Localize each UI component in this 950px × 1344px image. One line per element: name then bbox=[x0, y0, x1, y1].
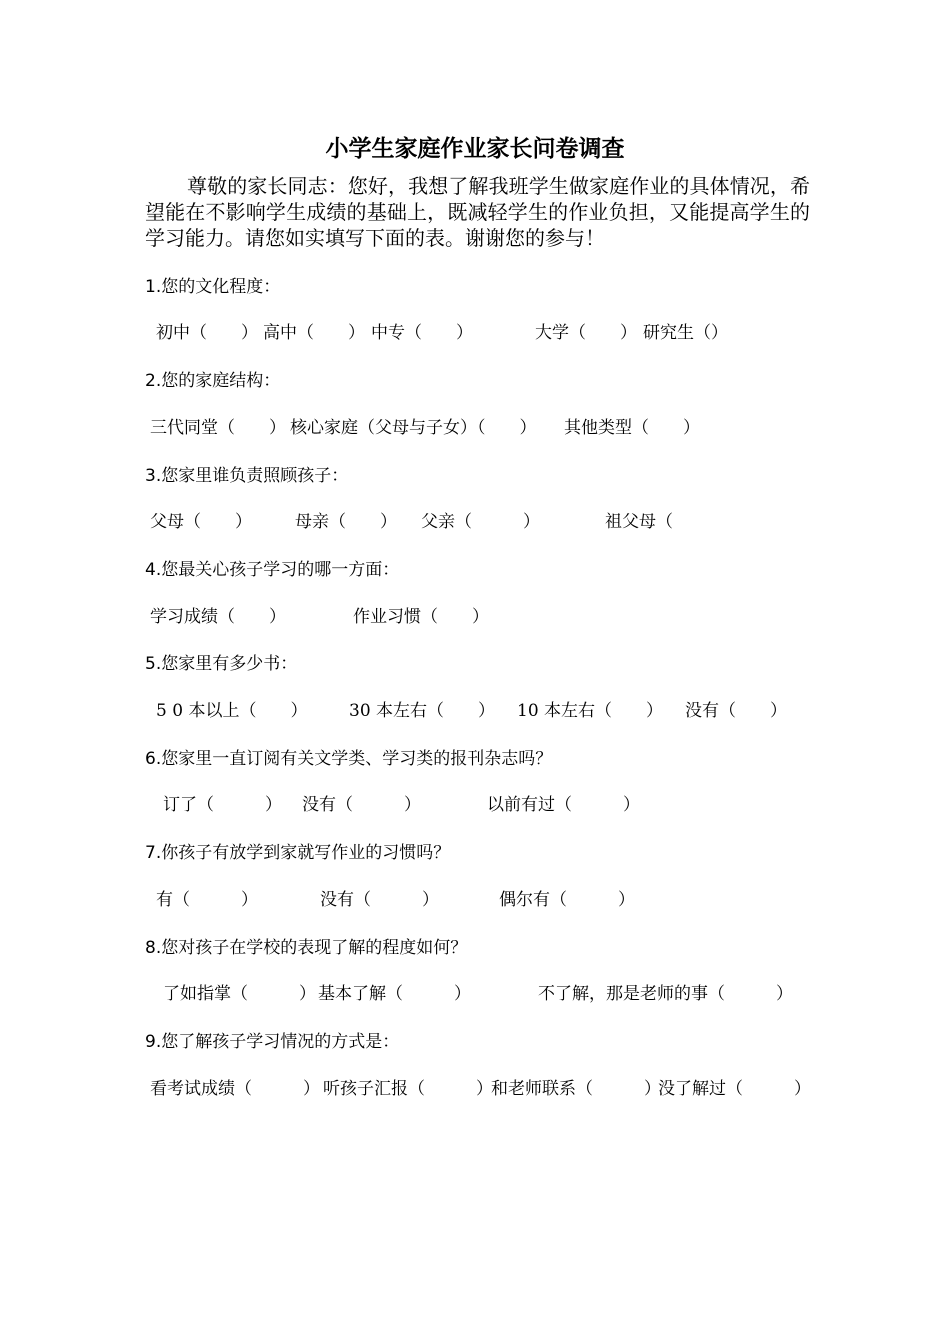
option[interactable]: 没了解过（ ） bbox=[658, 1079, 811, 1099]
question-9 bbox=[145, 1030, 815, 1054]
options-9 bbox=[0, 1077, 950, 1101]
question-8 bbox=[145, 936, 815, 960]
option[interactable]: 5 0 本以上（ ） bbox=[156, 701, 308, 721]
question-7 bbox=[145, 841, 815, 865]
option[interactable]: 订了（ ） bbox=[163, 795, 282, 815]
question-text: 您的家庭结构： bbox=[161, 371, 281, 391]
option[interactable]: 母亲（ ） bbox=[295, 512, 397, 532]
options-4 bbox=[0, 605, 950, 629]
question-text: 您了解孩子学习情况的方式是： bbox=[161, 1032, 400, 1052]
option[interactable]: 研究生（） bbox=[643, 323, 728, 343]
question-2 bbox=[145, 369, 815, 393]
options-3 bbox=[0, 510, 950, 534]
option[interactable]: 核心家庭（父母与子女）（ ） bbox=[290, 418, 537, 438]
options-7 bbox=[0, 888, 950, 912]
intro-paragraph: 尊敬的家长同志：您好，我想了解我班学生做家庭作业的具体情况，希望能在不影响学生成绩的基础上，既减轻学生的作业负担，又能提高学生的学习能力。请您如实填写下面的表。谢谢您的参与！ bbox=[145, 174, 810, 250]
question-text: 您的文化程度： bbox=[161, 277, 281, 297]
option[interactable]: 和老师联系（ ） bbox=[491, 1079, 661, 1099]
question-text: 您家里谁负责照顾孩子： bbox=[161, 466, 349, 486]
option[interactable]: 基本了解（ ） bbox=[318, 984, 471, 1004]
question-4 bbox=[145, 558, 815, 582]
option[interactable]: 高中（ ） bbox=[263, 323, 365, 343]
option[interactable]: 中专（ ） bbox=[371, 323, 473, 343]
question-1 bbox=[145, 275, 815, 299]
option[interactable]: 10 本左右（ ） bbox=[517, 701, 664, 721]
question-text: 您最关心孩子学习的哪一方面： bbox=[161, 560, 400, 580]
option[interactable]: 其他类型（ ） bbox=[564, 418, 700, 438]
option[interactable]: 没有（ ） bbox=[685, 701, 787, 721]
option[interactable]: 初中（ ） bbox=[156, 323, 258, 343]
options-6 bbox=[0, 793, 950, 817]
option[interactable]: 偶尔有（ ） bbox=[499, 890, 635, 910]
options-5 bbox=[0, 699, 950, 723]
option[interactable]: 父亲（ ） bbox=[421, 512, 540, 532]
question-number: 1. bbox=[145, 277, 162, 297]
question-number: 6. bbox=[145, 749, 162, 769]
option[interactable]: 大学（ ） bbox=[535, 323, 637, 343]
question-6 bbox=[145, 747, 815, 771]
question-text: 您对孩子在学校的表现了解的程度如何？ bbox=[161, 938, 468, 958]
option[interactable]: 三代同堂（ ） bbox=[150, 418, 286, 438]
option[interactable]: 作业习惯（ ） bbox=[353, 607, 489, 627]
question-number: 7. bbox=[145, 843, 162, 863]
question-text: 您家里有多少书： bbox=[161, 654, 298, 674]
option[interactable]: 以前有过（ ） bbox=[487, 795, 640, 815]
option[interactable]: 父母（ ） bbox=[150, 512, 252, 532]
question-text: 您家里一直订阅有关文学类、学习类的报刊杂志吗？ bbox=[161, 749, 553, 769]
question-5 bbox=[145, 652, 815, 676]
question-text: 你孩子有放学到家就写作业的习惯吗？ bbox=[161, 843, 451, 863]
options-2 bbox=[0, 416, 950, 440]
option[interactable]: 有（ ） bbox=[156, 890, 258, 910]
question-number: 3. bbox=[145, 466, 162, 486]
option[interactable]: 学习成绩（ ） bbox=[150, 607, 286, 627]
option[interactable]: 30 本左右（ ） bbox=[349, 701, 496, 721]
option[interactable]: 了如指掌（ ） bbox=[163, 984, 316, 1004]
option[interactable]: 不了解，那是老师的事（ ） bbox=[538, 984, 793, 1004]
question-number: 4. bbox=[145, 560, 162, 580]
option[interactable]: 没有（ ） bbox=[320, 890, 439, 910]
page-title: 小学生家庭作业家长问卷调查 bbox=[325, 136, 625, 162]
options-1 bbox=[0, 321, 950, 345]
option[interactable]: 看考试成绩（ ） bbox=[150, 1079, 320, 1099]
question-number: 8. bbox=[145, 938, 162, 958]
options-8 bbox=[0, 982, 950, 1006]
question-number: 2. bbox=[145, 371, 162, 391]
question-3 bbox=[145, 464, 815, 488]
question-number: 5. bbox=[145, 654, 162, 674]
option[interactable]: 祖父母（ bbox=[605, 512, 673, 532]
option[interactable]: 听孩子汇报（ ） bbox=[323, 1079, 493, 1099]
option[interactable]: 没有（ ） bbox=[302, 795, 421, 815]
question-number: 9. bbox=[145, 1032, 162, 1052]
